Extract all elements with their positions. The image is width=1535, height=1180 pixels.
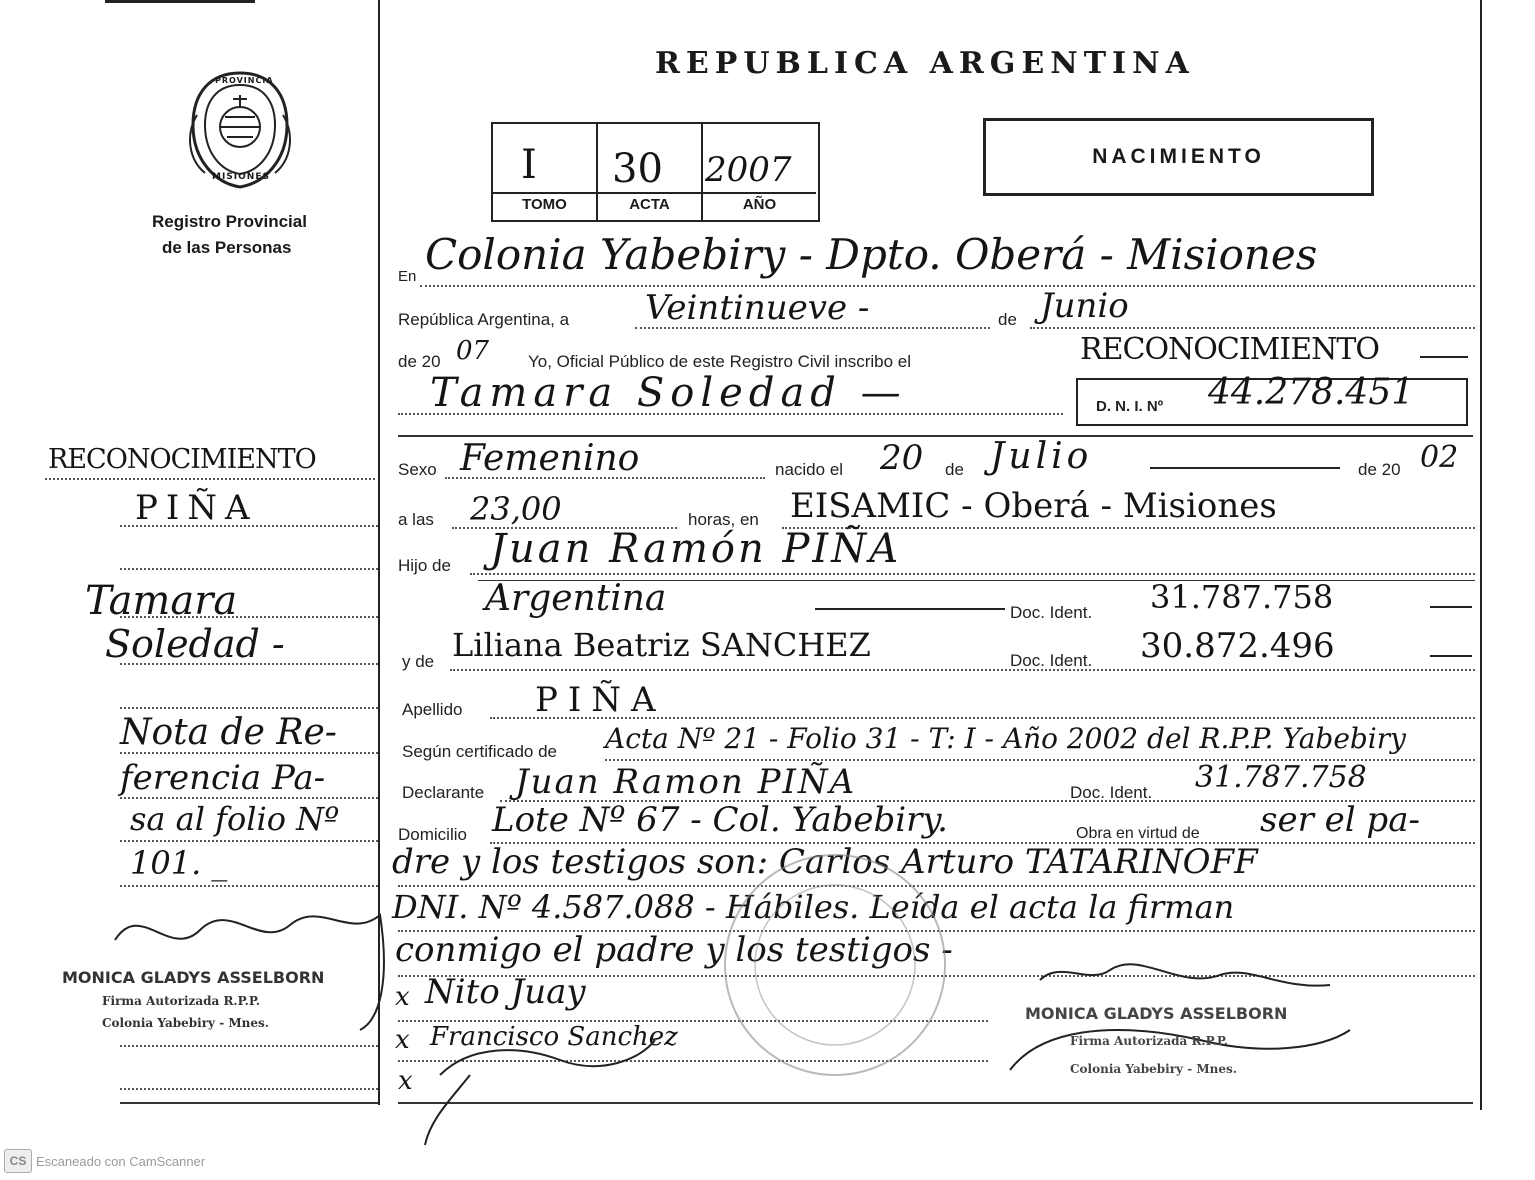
- margin-line-12: [120, 1088, 378, 1090]
- sexo-label: Sexo: [398, 460, 437, 479]
- ano-label: AÑO: [742, 196, 777, 213]
- margin-line-1: [45, 478, 375, 480]
- day-value: Veintinueve -: [645, 288, 870, 328]
- free-text-line-a: dre y los testigos son: Carlos Arturo TATARINOFF: [392, 842, 1258, 882]
- doc-ident-label-1: Doc. Ident.: [1010, 603, 1093, 622]
- dni-label: D. N. I. Nº: [1096, 398, 1164, 415]
- seal-bottom-text: MISIONES: [212, 172, 270, 182]
- domicilio-label: Domicilio: [398, 825, 467, 844]
- country-title: REPUBLICA ARGENTINA: [655, 46, 1195, 81]
- margin-note-tamara: Tamara: [85, 578, 238, 624]
- registry-name-line2: de las Personas: [162, 238, 292, 257]
- right-stamp-name: MONICA GLADYS ASSELBORN: [1025, 1004, 1288, 1023]
- de-label: de: [998, 310, 1017, 329]
- birth-day-value: 20: [880, 438, 924, 478]
- doc-ident-label-2: Doc. Ident.: [1010, 651, 1093, 670]
- camscanner-badge-text: CS: [9, 1154, 27, 1168]
- mother-value: Liliana Beatriz SANCHEZ: [452, 626, 871, 664]
- right-stamp-role: Firma Autorizada R.P.P.: [1070, 1034, 1229, 1048]
- de-label-2: de: [945, 460, 964, 479]
- horas-en-label: horas, en: [688, 510, 759, 529]
- hijo-label: Hijo de: [398, 556, 451, 575]
- year-suffix-value: 07: [456, 336, 490, 366]
- mother-doc-value: 30.872.496: [1140, 626, 1335, 666]
- margin-line-10: [120, 885, 378, 887]
- acta-value: 30: [612, 146, 663, 192]
- camscanner-badge-icon: [4, 1149, 32, 1173]
- nacido-label: nacido el: [775, 460, 844, 479]
- witness2-x: x: [395, 1025, 410, 1055]
- witness1-x: x: [395, 982, 410, 1012]
- month-value: Junio: [1040, 286, 1129, 326]
- obra-value: ser el pa-: [1260, 800, 1420, 840]
- dni-value: 44.278.451: [1208, 372, 1415, 413]
- hour-value: 23,00: [470, 490, 562, 528]
- doc-ident-label-3: Doc. Ident.: [1070, 783, 1153, 802]
- witness1-signature: Nito Juay: [425, 972, 586, 1012]
- seal-top-text: PROVINCIA: [215, 76, 274, 85]
- declarante-label: Declarante: [402, 783, 485, 802]
- officer-statement: Yo, Oficial Público de este Registro Civil inscribo el: [528, 352, 911, 371]
- witness3-x: x: [398, 1066, 413, 1096]
- registry-name-line1: Registro Provincial: [152, 212, 307, 231]
- margin-note-line7: sa al folio Nº: [130, 800, 340, 838]
- right-stamp-place: Colonia Yabebiry - Mnes.: [1070, 1062, 1237, 1076]
- tomo-label: TOMO: [522, 196, 567, 213]
- witness2-signature: Francisco Sanchez: [430, 1022, 678, 1052]
- margin-line-11: [120, 1045, 378, 1047]
- margin-note-reconocimiento: RECONOCIMIENTO: [48, 444, 316, 475]
- ano-value: 2007: [705, 150, 792, 190]
- year-prefix-label: de 20: [398, 352, 441, 371]
- father-nationality-value: Argentina: [485, 578, 667, 619]
- margin-line-6: [120, 707, 378, 709]
- father-doc-value: 31.787.758: [1150, 578, 1334, 616]
- obra-label: Obra en virtud de: [1076, 825, 1200, 842]
- domicilio-value: Lote Nº 67 - Col. Yabebiry.: [492, 800, 948, 840]
- left-stamp-place: Colonia Yabebiry - Mnes.: [102, 1016, 269, 1030]
- y-de-label: y de: [402, 652, 435, 671]
- left-stamp-role: Firma Autorizada R.P.P.: [102, 994, 261, 1008]
- birth-year-suffix-value: 02: [1420, 440, 1459, 475]
- a-las-label: a las: [398, 510, 434, 529]
- margin-line-9: [120, 840, 378, 842]
- declarante-doc-value: 31.787.758: [1195, 760, 1367, 795]
- margin-note-line5: Nota de Re-: [120, 712, 337, 753]
- left-authority-stamp: [62, 968, 382, 1038]
- de20-label: de 20: [1358, 460, 1401, 479]
- left-stamp-name: MONICA GLADYS ASSELBORN: [62, 968, 325, 987]
- margin-line-3: [120, 568, 378, 570]
- free-text-line-b: DNI. Nº 4.587.088 - Hábiles. Leída el acta la firman: [392, 888, 1235, 926]
- place-value: Colonia Yabebiry - Dpto. Oberá - Misiones: [425, 230, 1318, 279]
- en-label: En: [398, 268, 417, 285]
- certificado-value: Acta Nº 21 - Folio 31 - T: I - Año 2002 del R.P.P. Yabebiry: [605, 722, 1406, 755]
- father-value: Juan Ramón PIÑA: [490, 526, 902, 572]
- birth-place-value: EISAMIC - Oberá - Misiones: [790, 486, 1277, 526]
- free-text-line-c: conmigo el padre y los testigos -: [395, 930, 953, 970]
- margin-note-pina: PIÑA: [135, 488, 258, 528]
- declarante-value: Juan Ramon PIÑA: [515, 762, 857, 802]
- child-name-value: Tamara Soledad —: [430, 370, 907, 416]
- inscription-type-value: RECONOCIMIENTO: [1080, 332, 1380, 367]
- republica-label: República Argentina, a: [398, 310, 570, 329]
- margin-note-line8: 101. _: [130, 844, 228, 882]
- apellido-label: Apellido: [402, 700, 463, 719]
- acta-label: ACTA: [629, 196, 670, 213]
- segun-label: Según certificado de: [402, 742, 557, 761]
- apellido-value: PIÑA: [535, 680, 666, 720]
- margin-note-soledad: Soledad -: [105, 622, 285, 666]
- birth-month-value: Julio: [990, 436, 1093, 477]
- right-authority-stamp: [1025, 1004, 1355, 1084]
- margin-note-line6: ferencia Pa-: [120, 758, 326, 798]
- act-type-title: NACIMIENTO: [1092, 145, 1265, 168]
- tomo-value: I: [521, 142, 537, 188]
- sexo-value: Femenino: [460, 438, 640, 479]
- camscanner-text: Escaneado con CamScanner: [36, 1154, 206, 1169]
